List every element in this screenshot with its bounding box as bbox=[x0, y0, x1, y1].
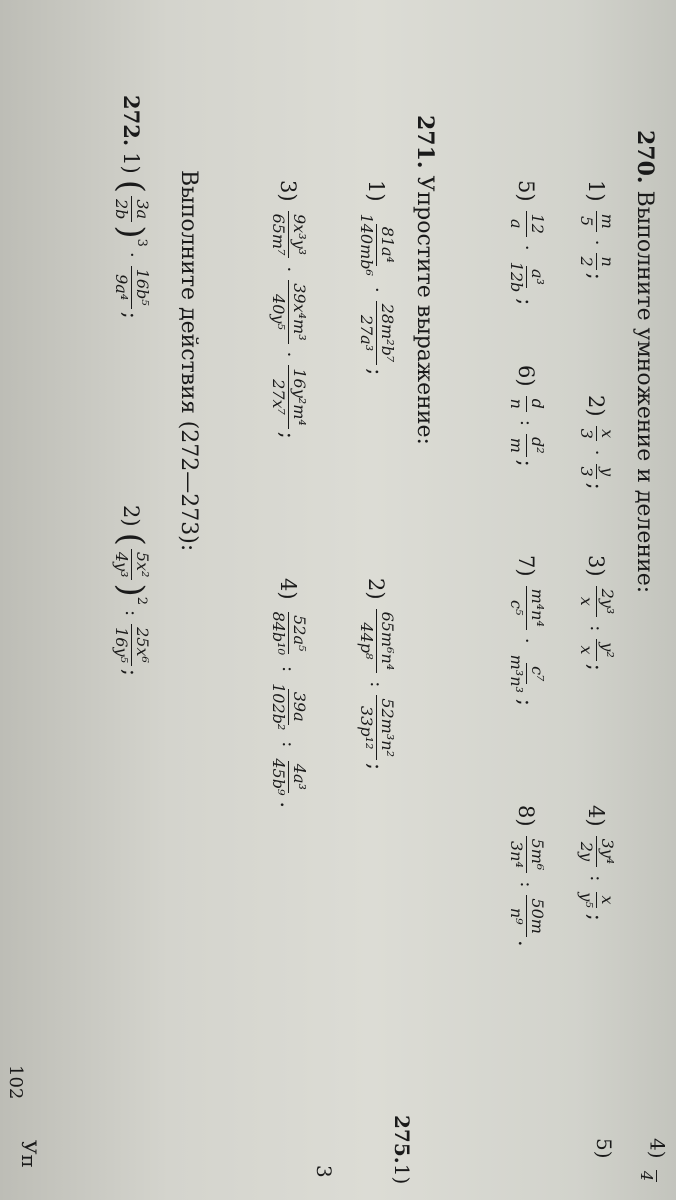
numerator: y² bbox=[596, 639, 616, 660]
denominator: 4y³ bbox=[111, 551, 131, 578]
fraction bbox=[268, 680, 308, 733]
numerator: 50m bbox=[526, 895, 546, 937]
fraction bbox=[576, 639, 616, 660]
exercise-title: Упростите выражение: bbox=[412, 175, 437, 445]
numerator: 3a bbox=[131, 196, 151, 222]
item-label: 1) bbox=[584, 180, 609, 202]
ex270-item-2 bbox=[576, 395, 616, 490]
item-label: 3) bbox=[584, 555, 609, 577]
fraction bbox=[506, 836, 546, 874]
denominator: 33p¹² bbox=[356, 705, 376, 750]
fraction bbox=[506, 652, 546, 696]
numerator: c⁷ bbox=[526, 663, 546, 684]
numerator: m bbox=[596, 211, 616, 232]
fraction bbox=[111, 624, 151, 666]
item-label: 4) bbox=[584, 805, 609, 827]
numerator: 5x² bbox=[131, 549, 151, 581]
numerator: 12 bbox=[526, 211, 546, 237]
item-label: 2) bbox=[119, 505, 144, 527]
denominator: y⁵ bbox=[576, 892, 596, 908]
denominator: 2 bbox=[576, 256, 596, 267]
numerator: 65m⁶n⁴ bbox=[376, 609, 396, 674]
operator: · bbox=[515, 637, 537, 644]
numerator: 28m²b⁷ bbox=[376, 301, 396, 366]
operator: : bbox=[277, 741, 299, 748]
ex272-item-2 bbox=[111, 505, 151, 676]
operator: : bbox=[365, 681, 387, 688]
operator: : bbox=[585, 875, 607, 882]
numerator: 16b⁵ bbox=[131, 266, 151, 309]
operator: · bbox=[515, 244, 537, 251]
numerator: y bbox=[596, 464, 616, 479]
fraction bbox=[356, 211, 396, 279]
denominator: 140mb⁶ bbox=[356, 213, 376, 276]
operator: · bbox=[365, 286, 387, 293]
item-label: 7) bbox=[514, 555, 539, 577]
exercise-number: 270. bbox=[632, 130, 658, 184]
denominator: 16y⁵ bbox=[111, 627, 131, 663]
ex270-item-8 bbox=[506, 805, 546, 947]
denominator: 2y bbox=[576, 841, 596, 861]
numerator: n bbox=[596, 253, 616, 269]
ex270-item-7 bbox=[506, 555, 546, 706]
fraction bbox=[268, 211, 308, 259]
denominator: 27a³ bbox=[356, 314, 376, 352]
ex271-item-3 bbox=[268, 180, 308, 439]
next-page-word: Уп bbox=[17, 1140, 41, 1168]
fraction bbox=[576, 253, 616, 269]
ex270-item-6 bbox=[506, 365, 546, 467]
numerator: 52m³n² bbox=[376, 695, 396, 760]
terminator: . bbox=[276, 801, 301, 809]
fraction bbox=[506, 211, 546, 237]
numerator: 9x³y³ bbox=[288, 211, 308, 258]
fraction bbox=[506, 895, 546, 937]
fraction bbox=[506, 586, 546, 630]
parenthesized-fraction: ( 3a 2b ) bbox=[111, 179, 152, 239]
item-label: 2) bbox=[584, 395, 609, 417]
operator: · bbox=[277, 266, 299, 273]
fraction bbox=[576, 586, 616, 618]
exercise-270-heading bbox=[632, 130, 658, 593]
denominator: 40y⁵ bbox=[268, 294, 288, 330]
fraction bbox=[506, 396, 546, 412]
terminator: . bbox=[514, 939, 539, 947]
exercise-272-273-heading: Выполните действия (272—273): bbox=[176, 170, 201, 552]
terminator: ; bbox=[276, 431, 301, 439]
parenthesized-fraction: ( 5x² 4y³ ) bbox=[111, 532, 152, 597]
next-page-item-4: 4) 4 bbox=[636, 1138, 676, 1187]
numerator: 25x⁶ bbox=[131, 624, 151, 666]
terminator: ; bbox=[364, 368, 389, 376]
numerator: m⁴n⁴ bbox=[526, 586, 546, 630]
numerator: 39a bbox=[288, 689, 308, 725]
terminator: ; bbox=[584, 272, 609, 280]
operator: · bbox=[585, 449, 607, 456]
denominator: 3 bbox=[576, 428, 596, 439]
fraction bbox=[111, 549, 151, 581]
operator: : bbox=[515, 881, 537, 888]
ex271-item-4 bbox=[268, 578, 308, 808]
next-page-exercise-275: 275.1) bbox=[390, 1115, 414, 1185]
item-label: 8) bbox=[514, 805, 539, 827]
ex270-item-3 bbox=[576, 555, 616, 671]
terminator: ; bbox=[514, 459, 539, 467]
fraction bbox=[576, 463, 616, 479]
ex270-item-1 bbox=[576, 180, 616, 280]
exercise-number: 272. bbox=[118, 95, 144, 147]
denominator: 65m⁷ bbox=[268, 213, 288, 256]
fraction: 4 bbox=[636, 1168, 676, 1184]
numerator: 5m⁶ bbox=[526, 836, 546, 874]
denominator: 27x⁷ bbox=[268, 379, 288, 415]
ex270-item-5 bbox=[506, 180, 546, 305]
denominator: 84b¹⁰ bbox=[268, 611, 288, 655]
terminator: ; bbox=[364, 762, 389, 771]
terminator: ; bbox=[514, 698, 539, 706]
fraction bbox=[356, 695, 396, 760]
operator: · bbox=[277, 351, 299, 358]
denominator: 2b bbox=[111, 198, 131, 220]
terminator: ; bbox=[584, 482, 609, 490]
item-label: 1) bbox=[364, 180, 389, 202]
fraction bbox=[356, 609, 396, 674]
item-label: 6) bbox=[514, 365, 539, 387]
exercise-number: 271. bbox=[412, 115, 438, 169]
denominator: n bbox=[506, 398, 526, 409]
numerator: 39x⁴m³ bbox=[288, 280, 308, 343]
denominator: c⁵ bbox=[506, 600, 526, 616]
fraction bbox=[111, 196, 151, 222]
page-number: 102 bbox=[5, 1065, 26, 1100]
exercise-271-heading bbox=[412, 115, 438, 445]
item-label: 2) bbox=[364, 578, 389, 600]
denominator: m³n³ bbox=[506, 654, 526, 693]
numerator: 3y⁴ bbox=[596, 836, 616, 868]
item-label: 4) bbox=[276, 578, 301, 600]
item-label: 5) bbox=[514, 180, 539, 202]
fraction bbox=[268, 280, 308, 343]
fraction bbox=[268, 609, 308, 658]
denominator: x bbox=[576, 645, 596, 655]
denominator: 3 bbox=[576, 466, 596, 477]
operator: · bbox=[585, 239, 607, 246]
item-label: 1) bbox=[119, 152, 144, 174]
power: 3 bbox=[134, 238, 149, 247]
denominator: n⁹ bbox=[506, 907, 526, 925]
numerator: 2y³ bbox=[596, 586, 616, 618]
numerator: 52a⁵ bbox=[288, 612, 308, 654]
operator: : bbox=[120, 610, 142, 617]
denominator: 12b bbox=[506, 261, 526, 293]
ex271-item-2 bbox=[356, 578, 396, 770]
numerator: d² bbox=[526, 434, 546, 457]
denominator: 9a⁴ bbox=[111, 274, 131, 301]
numerator: x bbox=[596, 892, 616, 907]
terminator: ; bbox=[584, 663, 609, 671]
operator: : bbox=[277, 666, 299, 673]
denominator: 5 bbox=[576, 216, 596, 227]
fraction bbox=[506, 434, 546, 457]
terminator: ; bbox=[514, 298, 539, 306]
terminator: ; bbox=[119, 668, 144, 676]
denominator: 45b⁹ bbox=[268, 758, 288, 796]
numerator: 81a⁴ bbox=[376, 224, 396, 266]
fraction bbox=[111, 266, 151, 309]
next-page-digit: 3 bbox=[312, 1165, 336, 1178]
denominator: 44p⁸ bbox=[356, 622, 376, 660]
fraction bbox=[268, 365, 308, 428]
denominator: 3n⁴ bbox=[506, 840, 526, 868]
operator: · bbox=[120, 251, 142, 258]
fraction bbox=[576, 211, 616, 232]
fraction bbox=[268, 755, 308, 798]
next-page-item-5: 5) bbox=[592, 1138, 616, 1159]
numerator: 16y²m⁴ bbox=[288, 365, 308, 428]
numerator: 4a³ bbox=[288, 761, 308, 793]
power: 2 bbox=[134, 596, 149, 606]
denominator: a bbox=[506, 218, 526, 229]
ex272-item-1 bbox=[111, 95, 151, 319]
terminator: ; bbox=[584, 913, 609, 921]
denominator: m bbox=[506, 437, 526, 453]
ex270-item-4 bbox=[576, 805, 616, 921]
fraction bbox=[576, 889, 616, 910]
denominator: 102b² bbox=[268, 683, 288, 731]
fraction bbox=[506, 259, 546, 296]
numerator: x bbox=[596, 426, 616, 441]
item-label: 3) bbox=[276, 180, 301, 202]
terminator: ; bbox=[119, 311, 144, 319]
numerator: a³ bbox=[526, 266, 546, 288]
fraction bbox=[576, 426, 616, 442]
fraction bbox=[576, 836, 616, 868]
fraction bbox=[356, 301, 396, 366]
numerator: d bbox=[526, 396, 546, 412]
operator: : bbox=[585, 625, 607, 632]
ex271-item-1 bbox=[356, 180, 396, 375]
exercise-title: Выполните умножение и деление: bbox=[632, 190, 657, 594]
denominator: x bbox=[576, 596, 596, 606]
operator: : bbox=[515, 419, 537, 426]
